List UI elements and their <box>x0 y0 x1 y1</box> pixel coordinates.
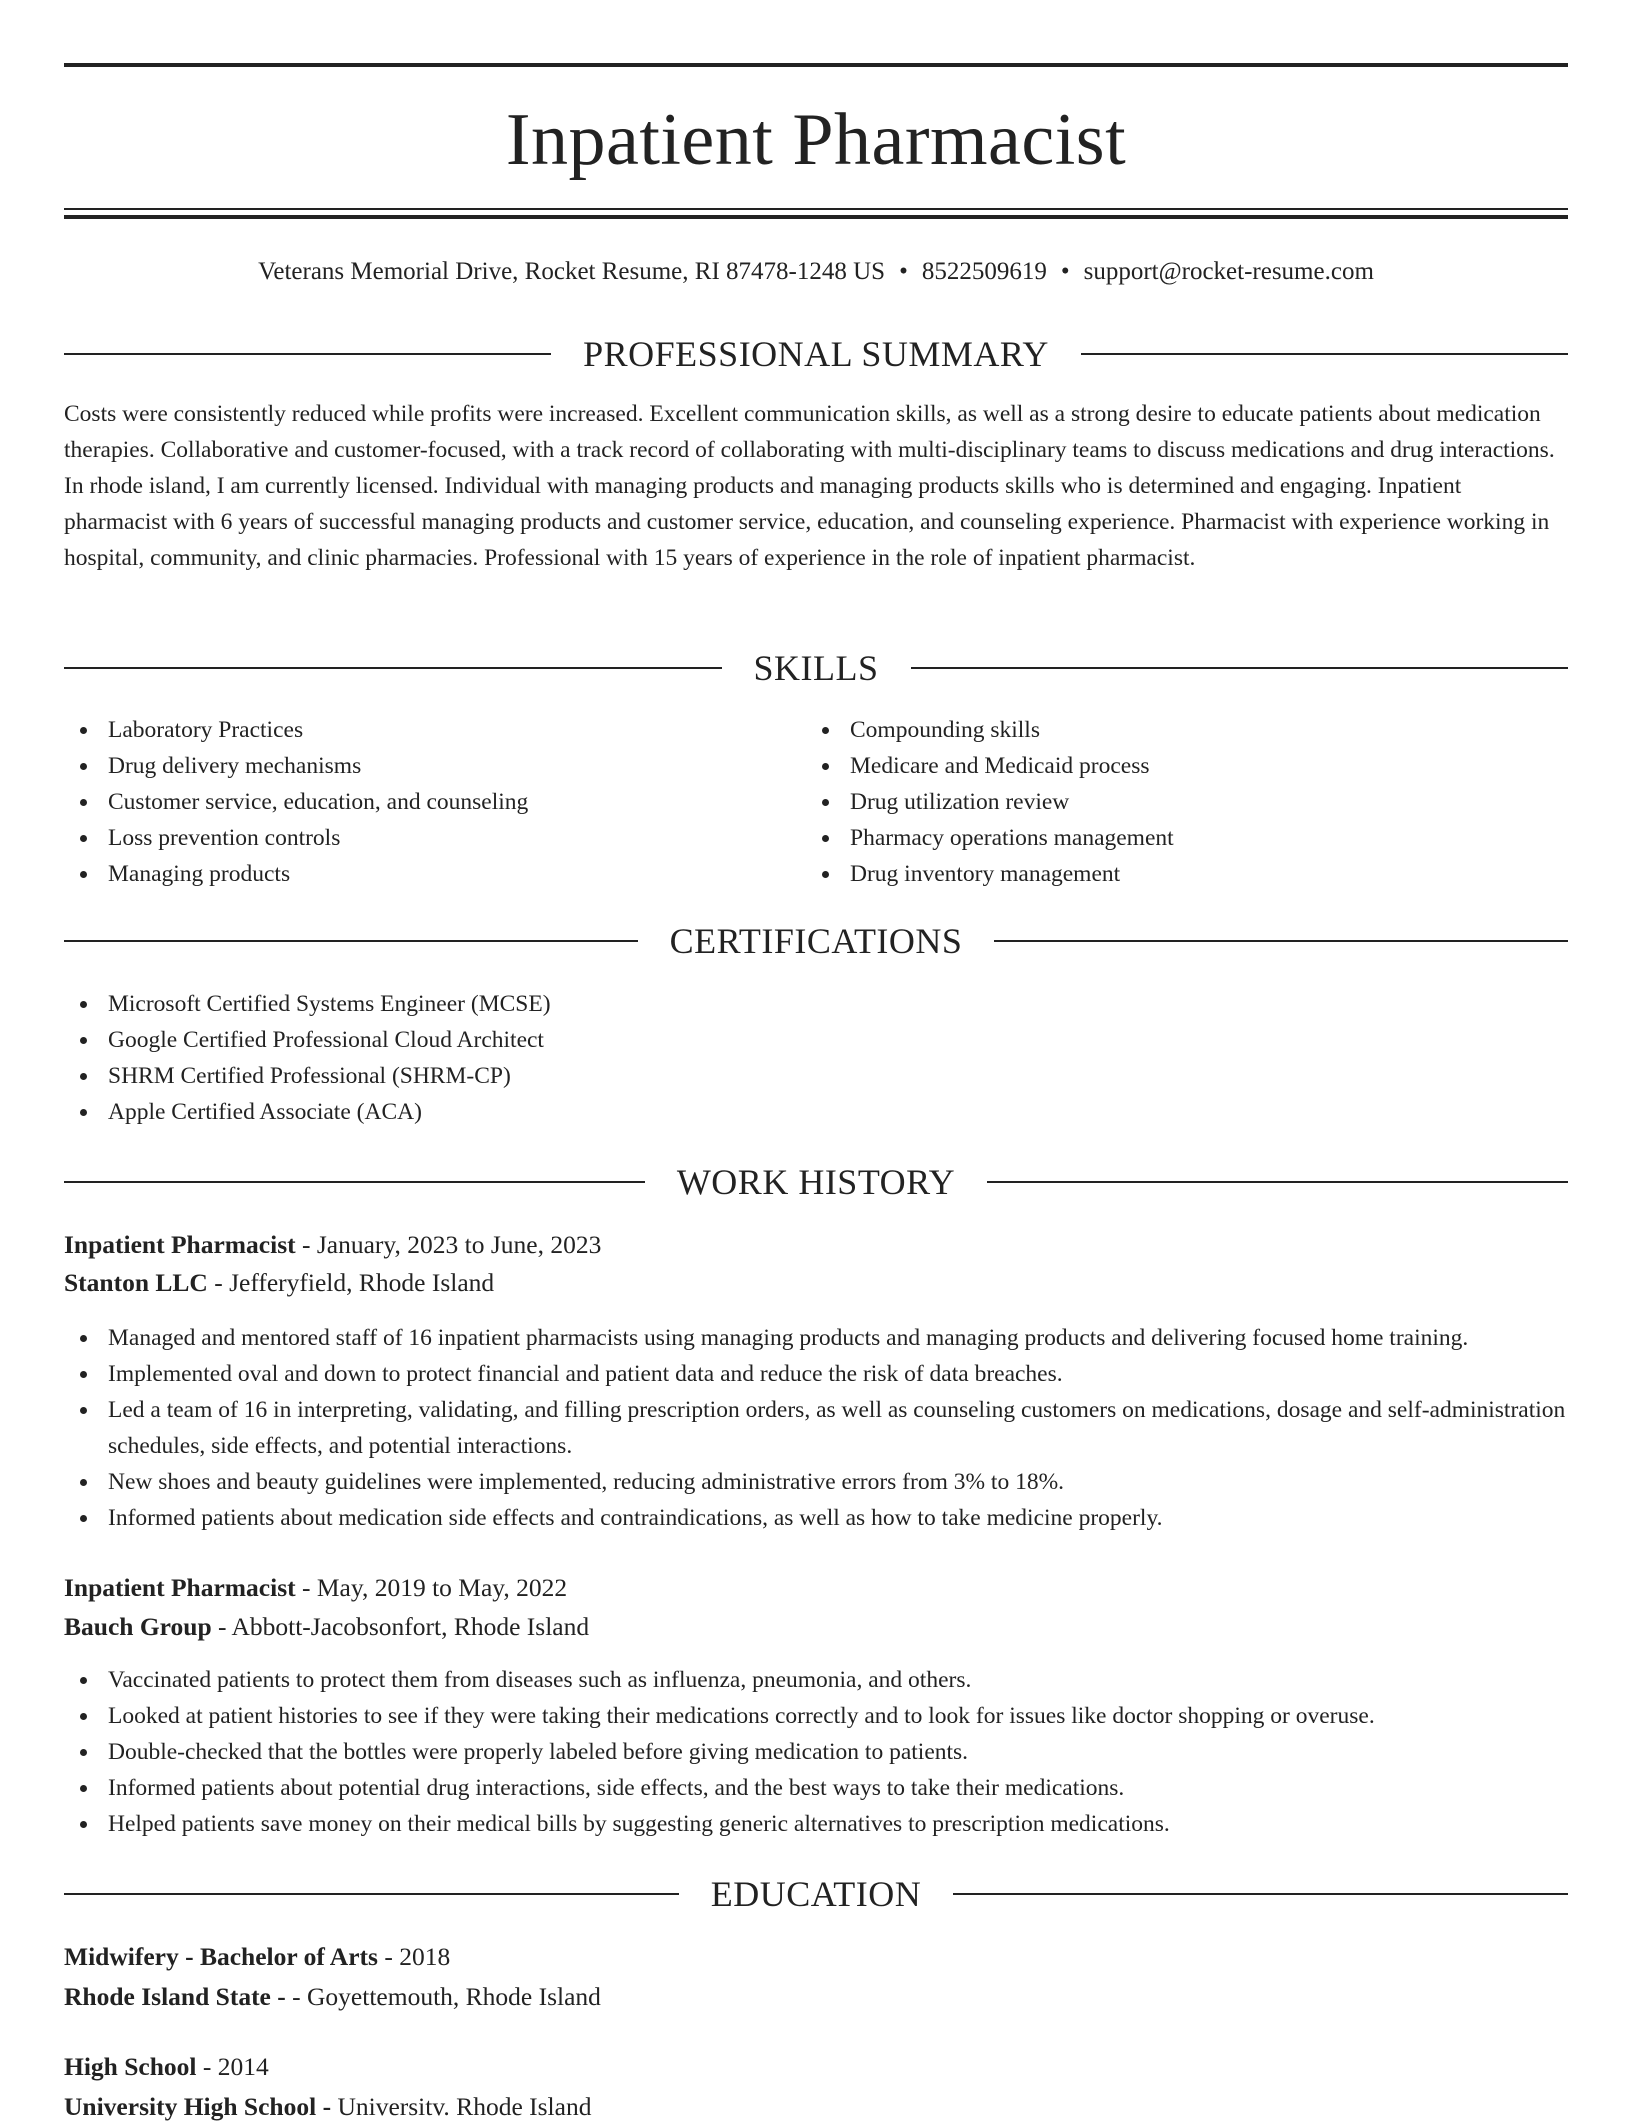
skills-right-column <box>806 712 1506 892</box>
job-title: Inpatient Pharmacist <box>64 1230 296 1259</box>
job-title: Inpatient Pharmacist <box>64 1573 296 1602</box>
certifications-list <box>64 986 1568 1130</box>
education-degree-line <box>64 2048 1568 2086</box>
education-degree: High School <box>64 2052 197 2081</box>
certification-item: Microsoft Certified Systems Engineer (MCSE) <box>64 986 1568 1022</box>
job-title-line <box>64 1226 1568 1264</box>
job-location: - Jefferyfield, Rhode Island <box>207 1268 495 1297</box>
section-heading-education: EDUCATION <box>64 1874 1568 1914</box>
contact-line <box>64 255 1568 289</box>
skill-item: Drug utilization review <box>806 784 1506 820</box>
education-location: Universitv. Rhode Island <box>331 2092 592 2121</box>
skill-item: Medicare and Medicaid process <box>806 748 1506 784</box>
skill-item: Loss prevention controls <box>64 820 764 856</box>
job-bullets <box>64 1662 1572 1842</box>
job-dates: - January, 2023 to June, 2023 <box>295 1230 602 1259</box>
contact-address: Veterans Memorial Drive, Rocket Resume, RI 87478-1248 US <box>258 258 886 285</box>
job-bullet: Led a team of 16 in interpreting, validating, and filling prescription orders, as well as counseling customers on medications, dosage and self-administration schedules, side effects, and potential interactions. <box>64 1392 1572 1464</box>
skill-item: Drug delivery mechanisms <box>64 748 764 784</box>
section-heading-work-history: WORK HISTORY <box>64 1162 1568 1202</box>
job-bullet: Informed patients about potential drug interactions, side effects, and the best ways to take their medications. <box>64 1770 1572 1806</box>
job-company: Stanton LLC <box>64 1268 208 1297</box>
contact-separator: • <box>1060 258 1070 285</box>
education-degree-line <box>64 1938 1568 1976</box>
skill-item: Pharmacy operations management <box>806 820 1506 856</box>
education-school: Rhode Island State <box>64 1982 271 2011</box>
section-heading-certifications: CERTIFICATIONS <box>64 921 1568 961</box>
section-heading-summary: PROFESSIONAL SUMMARY <box>64 334 1568 374</box>
job-company-line <box>64 1264 1568 1302</box>
job-bullet: Looked at patient histories to see if they were taking their medications correctly and to look for issues like doctor shopping or overuse. <box>64 1698 1572 1734</box>
certification-item: Google Certified Professional Cloud Architect <box>64 1022 1568 1058</box>
job-bullet: New shoes and beauty guidelines were implemented, reducing administrative errors from 3% to 18%. <box>64 1464 1572 1500</box>
job-company: Bauch Group <box>64 1612 212 1641</box>
education-school-line: Rhode Island State - - Goyettemouth, Rhode Island <box>64 1982 601 2011</box>
education-school-line: University High School - Universitv. Rhode Island <box>64 2092 592 2121</box>
job-bullet: Vaccinated patients to protect them from diseases such as influenza, pneumonia, and others. <box>64 1662 1572 1698</box>
summary-text: Costs were consistently reduced while profits were increased. Excellent communication skills, as well as a strong desire to educate patients about medication therapies. Collaborative and customer-focused, with a track record of collaborating with multi-disciplinary teams to discuss medications and drug interactions. In rhode island, I am currently licensed. Individual with managing products and managing products skills who is determined and engaging. Inpatient pharmacist with 6 years of successful managing products and customer service, education, and counseling experience. Pharmacist with experience working in hospital, community, and clinic pharmacies. Professional with 15 years of experience in the role of inpatient pharmacist. <box>64 401 1555 571</box>
skills-left-column <box>64 712 764 892</box>
skill-item: Managing products <box>64 856 764 892</box>
job-location: - Abbott-Jacobsonfort, Rhode Island <box>211 1612 590 1641</box>
skill-item: Compounding skills <box>806 712 1506 748</box>
education-location: - Goyettemouth, Rhode Island <box>285 1982 601 2011</box>
job-bullet: Managed and mentored staff of 16 inpatient pharmacists using managing products and managing products and delivering focused home training. <box>64 1320 1572 1356</box>
job-bullets <box>64 1320 1572 1536</box>
job-bullet: Implemented oval and down to protect financial and patient data and reduce the risk of data breaches. <box>64 1356 1572 1392</box>
skill-item: Customer service, education, and counseling <box>64 784 764 820</box>
job-bullet: Informed patients about medication side effects and contraindications, as well as how to take medicine properly. <box>64 1500 1572 1536</box>
job-dates: - May, 2019 to May, 2022 <box>295 1573 568 1602</box>
contact-separator: • <box>899 258 908 285</box>
top-rule <box>64 63 1568 67</box>
job-title-line <box>64 1569 1568 1607</box>
section-heading-skills: SKILLS <box>64 648 1568 688</box>
education-year: - 2018 <box>377 1942 451 1971</box>
job-bullet: Double-checked that the bottles were properly labeled before giving medication to patients. <box>64 1734 1572 1770</box>
page-title: Inpatient Pharmacist <box>505 99 1127 181</box>
skill-item: Drug inventory management <box>806 856 1506 892</box>
skill-item: Laboratory Practices <box>64 712 764 748</box>
certification-item: Apple Certified Associate (ACA) <box>64 1094 1568 1130</box>
contact-phone: 8522509619 <box>921 258 1047 285</box>
education-year: - 2014 <box>196 2052 269 2081</box>
job-company-line <box>64 1608 1568 1646</box>
education-degree: Midwifery - Bachelor of Arts <box>64 1942 378 1971</box>
title-double-rule <box>64 208 1568 220</box>
education-school: University High School <box>64 2092 317 2121</box>
certification-item: SHRM Certified Professional (SHRM-CP) <box>64 1058 1568 1094</box>
contact-email: support@rocket-resume.com <box>1083 258 1374 285</box>
job-bullet: Helped patients save money on their medical bills by suggesting generic alternatives to prescription medications. <box>64 1806 1572 1842</box>
